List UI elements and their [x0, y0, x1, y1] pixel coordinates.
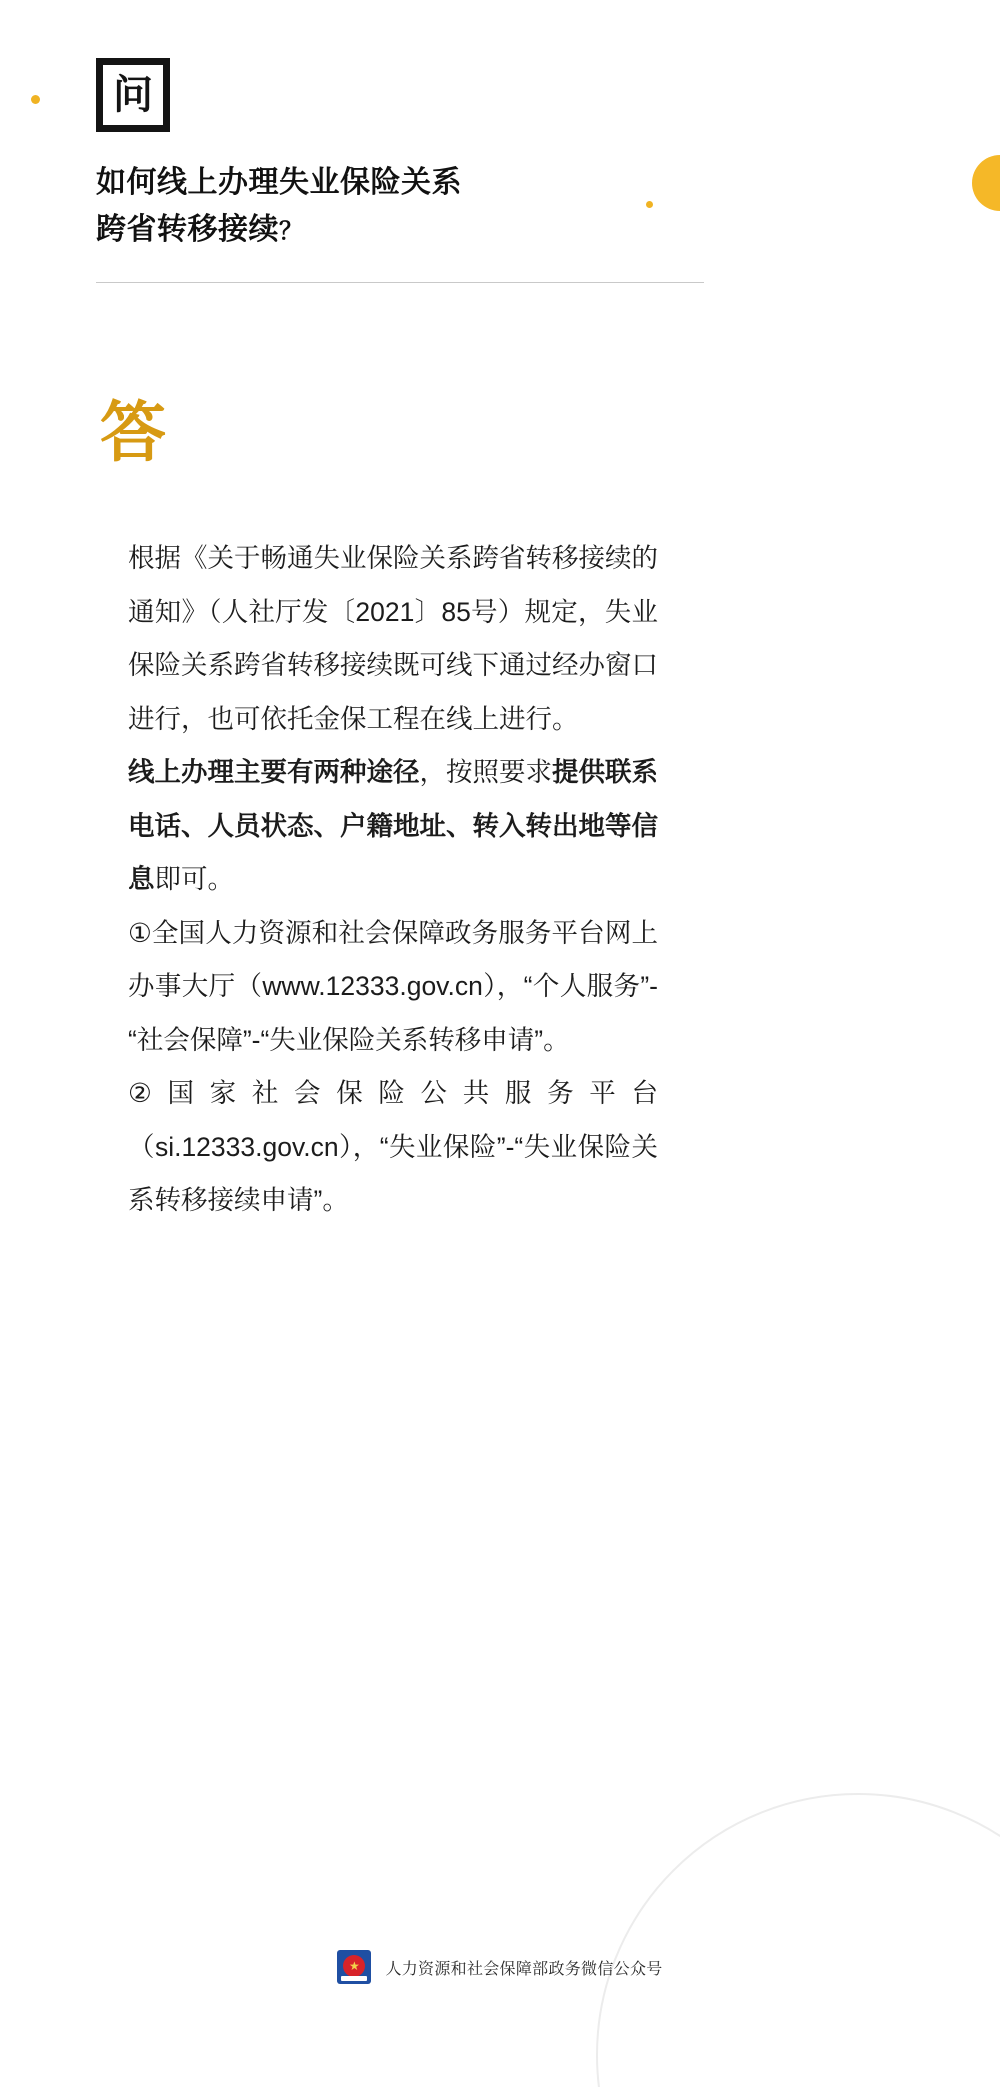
- decorative-dot-left: [31, 95, 40, 104]
- page-title: [96, 160, 716, 253]
- footer-label: 人力资源和社会保障部政务微信公众号: [385, 1960, 663, 1978]
- question-title-line-2: [96, 207, 716, 254]
- decorative-half-circle: [972, 155, 1000, 211]
- ministry-emblem-logo-icon: [337, 1950, 371, 1984]
- answer-badge: 答: [100, 394, 167, 471]
- answer-paragraph-2-segment-1: 线上办理主要有两种途径: [128, 757, 420, 788]
- title-divider: [96, 282, 704, 283]
- answer-paragraph-2-segment-3: 提供联系电话、人员状态、户籍地址、转入转出地等信息: [128, 757, 658, 895]
- question-title-line-1: 如何线上办理失业保险关系: [96, 166, 462, 199]
- answer-paragraph-2-segment-4: 即可。: [154, 864, 234, 895]
- question-mark: ？: [279, 217, 304, 245]
- answer-paragraph-2: [128, 746, 658, 907]
- question-badge-glyph: 问: [113, 72, 153, 118]
- decorative-arc: [596, 1793, 1000, 2087]
- emblem-bar-icon: [341, 1976, 367, 1981]
- answer-body: [128, 532, 658, 1228]
- answer-paragraph-1: 根据《关于畅通失业保险关系跨省转移接续的通知》（人社厅发〔2021〕85号）规定，失业保险关系跨省转移接续既可线下通过经办窗口进行，也可依托金保工程在线上进行。: [128, 543, 658, 734]
- answer-paragraph-3: ①全国人力资源和社会保障政务服务平台网上办事大厅（www.12333.gov.cn），“个人服务”-“社会保障”-“失业保险关系转移申请”。: [128, 917, 658, 1055]
- question-badge: [96, 58, 170, 132]
- answer-paragraph-2-segment-2: ，按照要求: [419, 757, 552, 788]
- answer-paragraph-4: ②国家社会保险公共服务平台（si.12333.gov.cn），“失业保险”-“失业保险关系转移接续申请”。: [128, 1078, 658, 1216]
- question-title-line-2-text: 跨省转移接续: [96, 212, 279, 246]
- footer: [0, 1950, 1000, 1984]
- emblem-circle-icon: [343, 1955, 365, 1977]
